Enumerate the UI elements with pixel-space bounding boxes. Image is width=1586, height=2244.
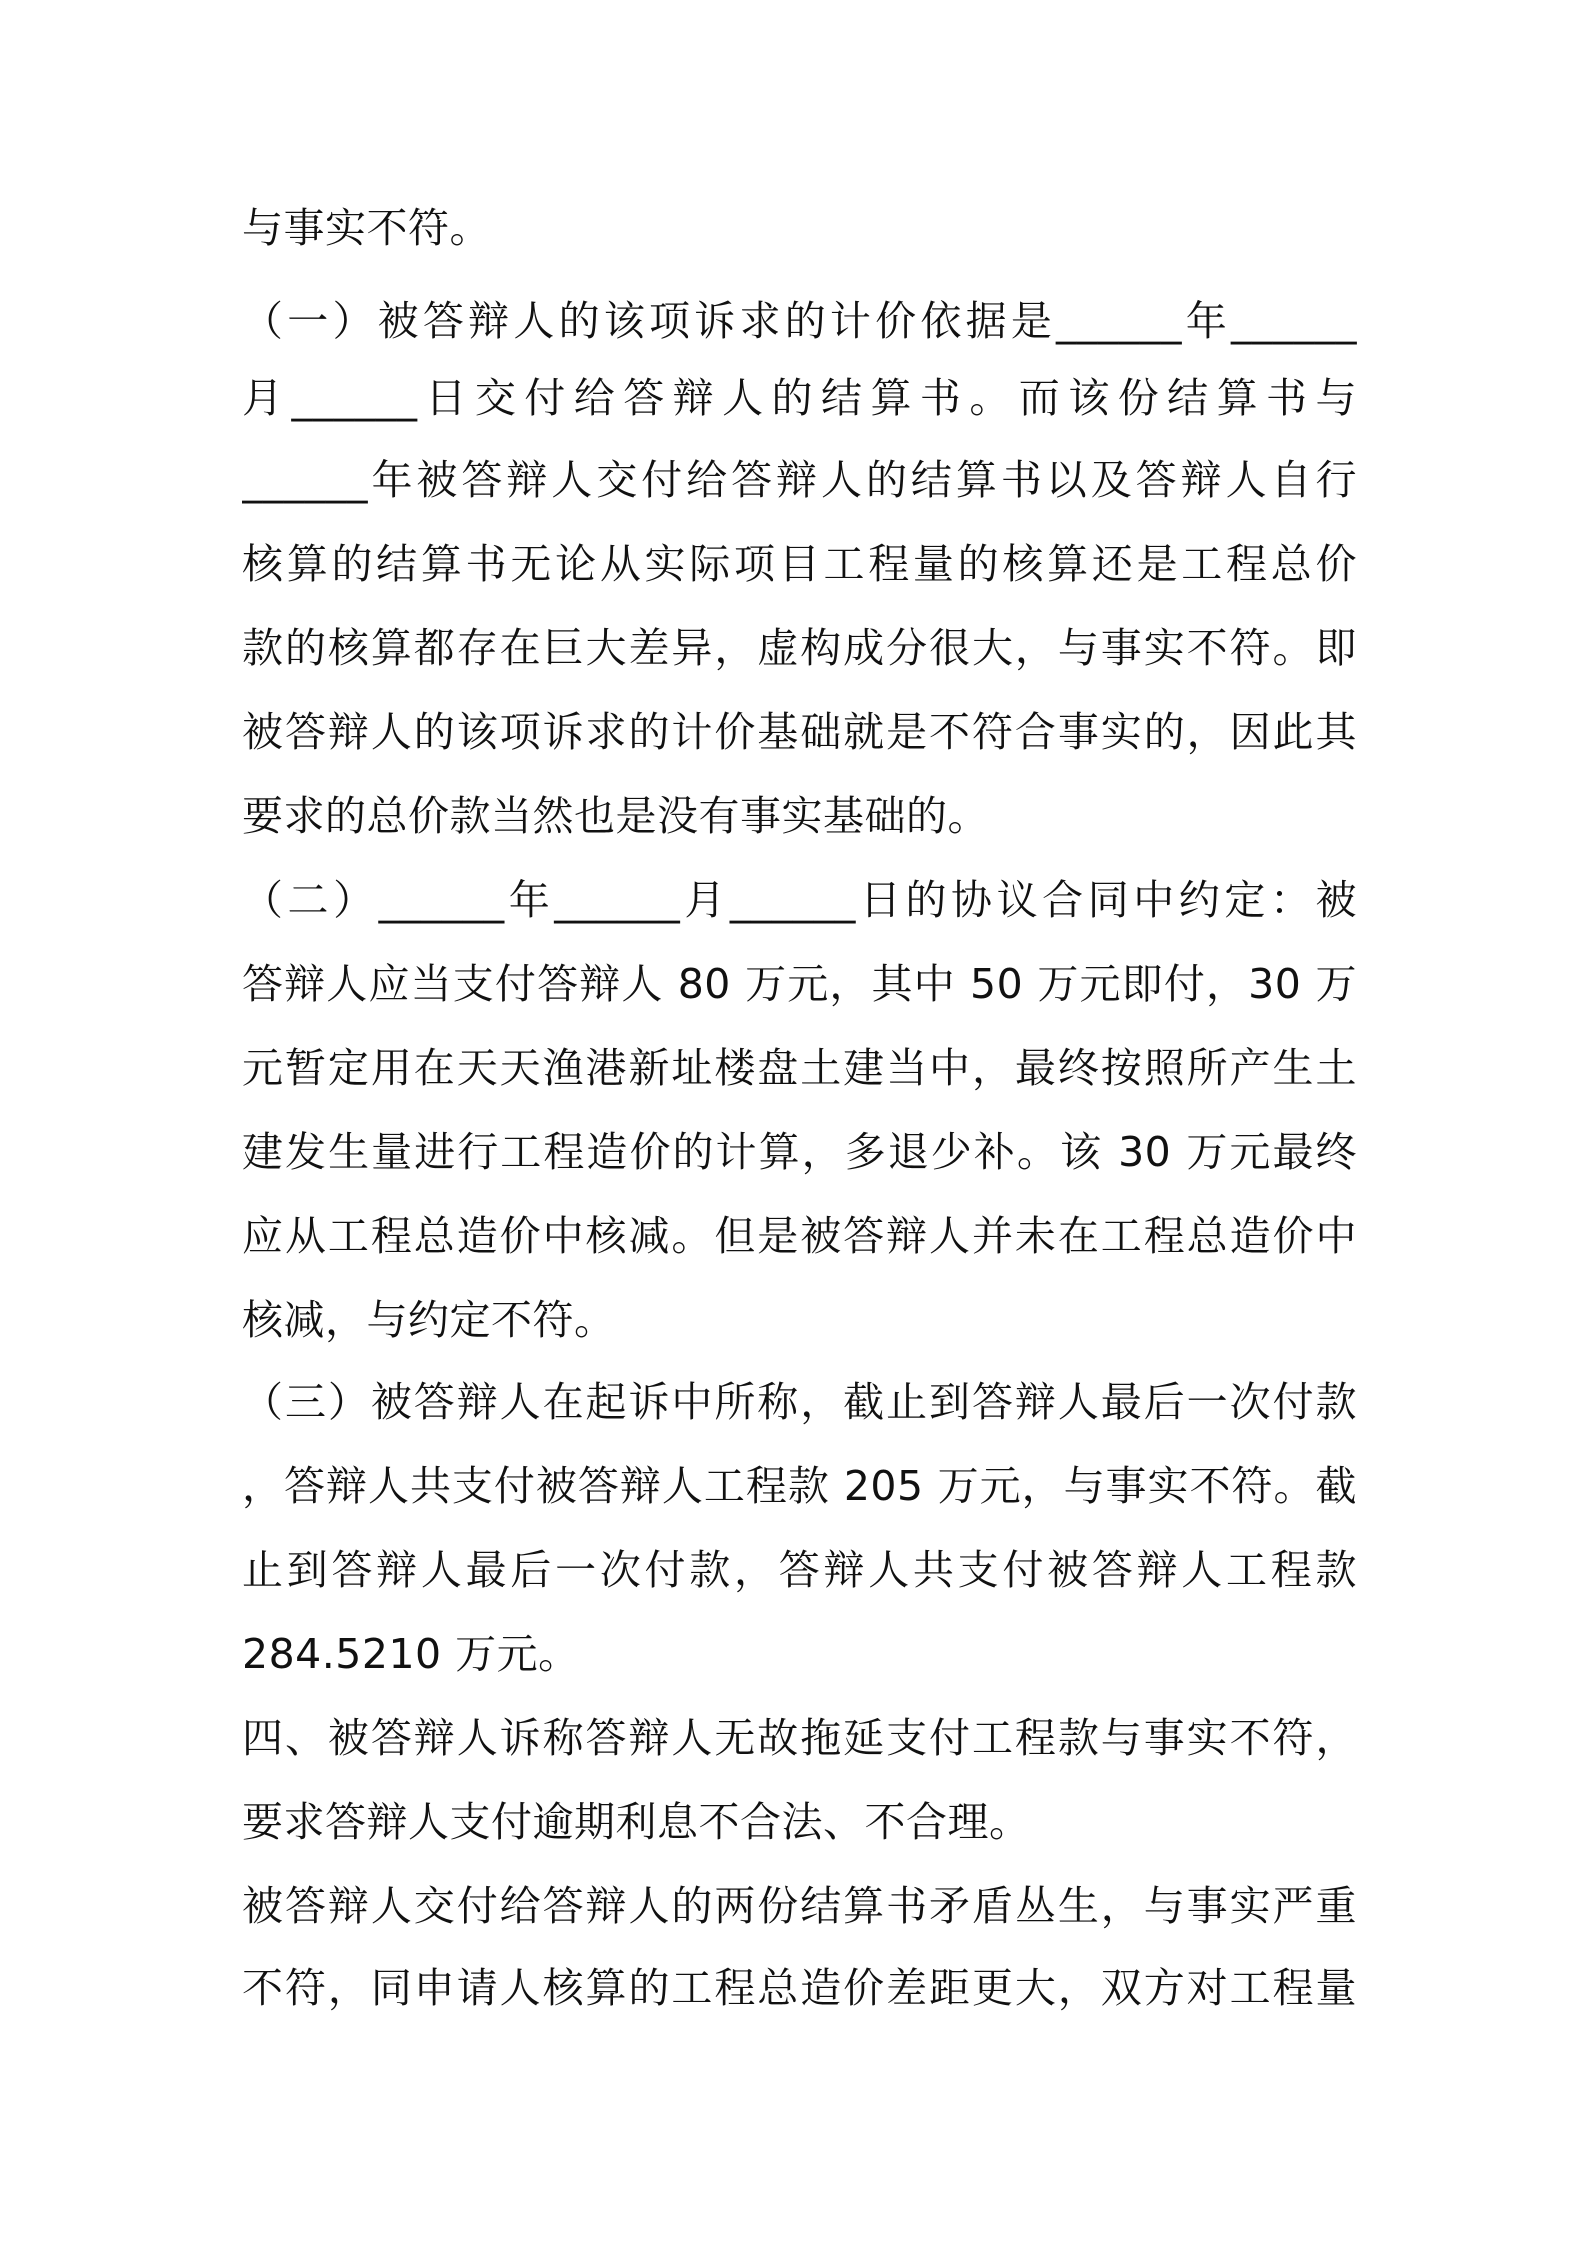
text-line-18: 284.5210 万元。	[242, 1630, 580, 1678]
text-line-11: 元暂定用在天天渔港新址楼盘土建当中，最终按照所产生土	[242, 1044, 1357, 1092]
text-line-22: 不符，同申请人核算的工程总造价差距更大，双方对工程量	[242, 1964, 1357, 2012]
text-line-19: 四、被答辩人诉称答辩人无故拖延支付工程款与事实不符，	[242, 1714, 1357, 1762]
text-line-15: （三）被答辩人在起诉中所称，截止到答辩人最后一次付款	[242, 1378, 1357, 1426]
text-line-1: 与事实不符。	[242, 204, 491, 252]
text-line-12: 建发生量进行工程造价的计算，多退少补。该 30 万元最终	[242, 1128, 1357, 1176]
text-line-9: （二）______年______月______日的协议合同中约定：被	[242, 876, 1357, 924]
text-line-10: 答辩人应当支付答辩人 80 万元，其中 50 万元即付，30 万	[242, 960, 1357, 1008]
text-line-20: 要求答辩人支付逾期利息不合法、不合理。	[242, 1798, 1031, 1846]
text-line-3: 月______日交付给答辩人的结算书。而该份结算书与	[242, 374, 1357, 422]
text-line-17: 止到答辩人最后一次付款，答辩人共支付被答辩人工程款	[242, 1546, 1357, 1594]
text-line-8: 要求的总价款当然也是没有事实基础的。	[242, 792, 989, 840]
text-line-13: 应从工程总造价中核减。但是被答辩人并未在工程总造价中	[242, 1212, 1357, 1260]
text-line-16: ，答辩人共支付被答辩人工程款 205 万元，与事实不符。截	[242, 1462, 1357, 1510]
text-line-21: 被答辩人交付给答辩人的两份结算书矛盾丛生，与事实严重	[242, 1882, 1357, 1930]
text-line-4: ______年被答辩人交付给答辩人的结算书以及答辩人自行	[242, 456, 1357, 504]
text-line-5: 核算的结算书无论从实际项目工程量的核算还是工程总价	[242, 540, 1357, 588]
text-line-2: （一）被答辩人的该项诉求的计价依据是______年______	[242, 297, 1357, 345]
text-line-6: 款的核算都存在巨大差异，虚构成分很大，与事实不符。即	[242, 624, 1357, 672]
text-line-14: 核减，与约定不符。	[242, 1296, 616, 1344]
text-line-7: 被答辩人的该项诉求的计价基础就是不符合事实的，因此其	[242, 708, 1357, 756]
